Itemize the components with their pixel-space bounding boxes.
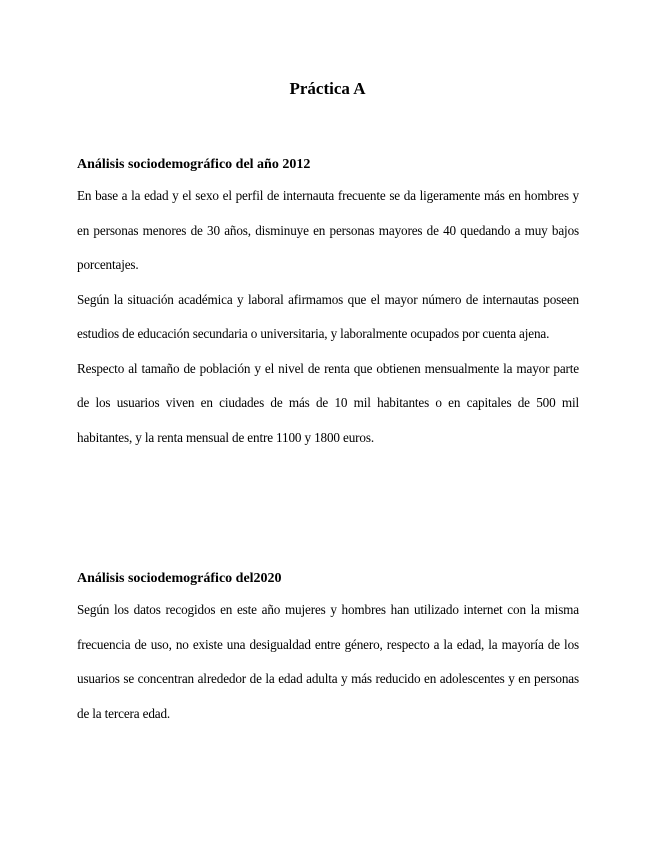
paragraph-academic-work: Según la situación académica y laboral afirmamos que el mayor número de internautas poseen estudios de educación secundaria o universitaria, y laboralmente ocupados por cuenta ajena. — [77, 291, 579, 341]
section-2020 — [77, 568, 579, 731]
section-heading-2020: Análisis sociodemográfico del2020 — [77, 571, 282, 586]
paragraph-2020-findings: Según los datos recogidos en este año mujeres y hombres han utilizado internet con la misma frecuencia de uso, no existe una desigualdad entre género, respecto a la edad, la mayoría de los usuarios se concentran alrededor de la edad adulta y más reducido en adolescentes y en personas de la tercera edad. — [77, 602, 579, 721]
section-body-2012 — [77, 179, 579, 455]
document-title: Práctica A — [289, 79, 366, 98]
section-body-2020 — [77, 593, 579, 731]
section-2012 — [77, 154, 579, 455]
section-heading-2012: Análisis sociodemográfico del año 2012 — [77, 157, 311, 172]
paragraph-population-income: Respecto al tamaño de población y el nivel de renta que obtienen mensualmente la mayor parte de los usuarios viven en ciudades de más de 10 mil habitantes o en capitales de 500 mil habitantes, y la renta mensual de entre 1100 y 1800 euros. — [77, 360, 579, 445]
paragraph-age-sex: En base a la edad y el sexo el perfil de internauta frecuente se da ligeramente más en hombres y en personas menores de 30 años, disminuye en personas mayores de 40 quedando a muy bajos porcentajes. — [77, 188, 579, 272]
